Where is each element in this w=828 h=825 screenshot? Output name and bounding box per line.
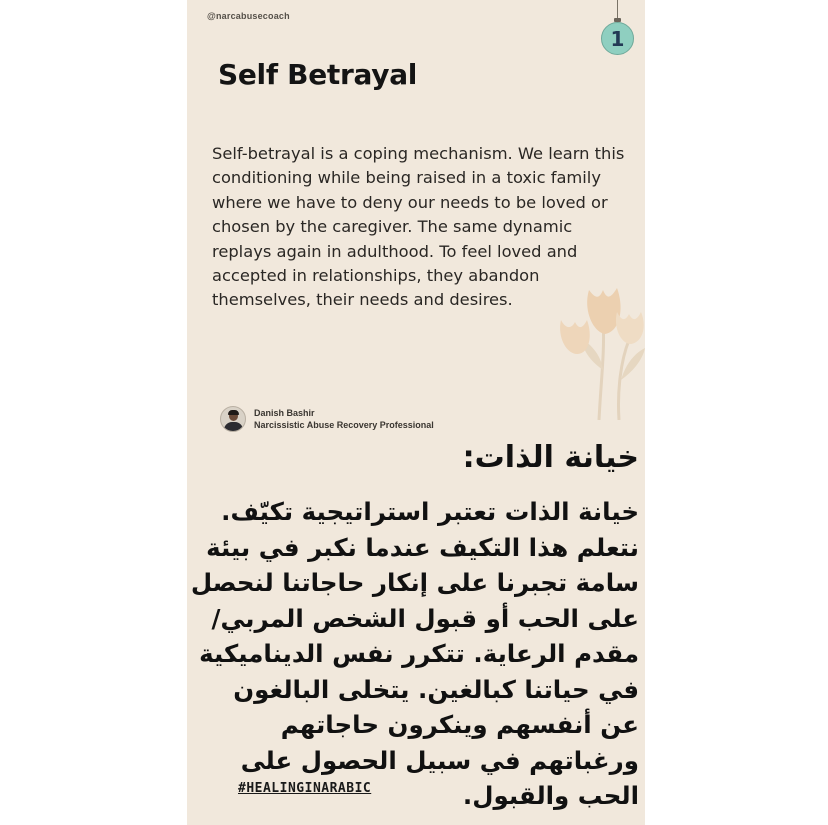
account-handle: @narcabusecoach: [207, 11, 290, 21]
author-role: Narcissistic Abuse Recovery Professional: [254, 420, 434, 430]
hashtag: #HEALINGINARABIC: [238, 781, 372, 796]
author-avatar: [220, 406, 246, 432]
english-body-text: Self-betrayal is a coping mechanism. We learn this conditioning while being raised in a toxic family where we have to deny our needs to be loved or chosen by the caregiver. The same dynamic replays again in adulthood. To feel loved and accepted in relationships, they abandon themselves, their needs and desires.: [212, 144, 625, 310]
slide-number: 1: [610, 26, 625, 51]
ornament-number-badge: [601, 22, 634, 55]
author-credit: [220, 406, 434, 432]
arabic-title: خيانة الذات:: [462, 440, 639, 475]
author-info: [254, 407, 434, 431]
arabic-body-text: خيانة الذات تعتبر استراتيجية تكيّف. نتعلم هذا التكيف عندما نكبر في بيئة سامة تجبرنا على إنكار حاجاتنا لنحصل على الحب أو قبول الشخص المربي/مقدم الرعاية. تتكرر نفس الديناميكية في حياتنا كبالغين. يتخلى البالغون عن أنفسهم وينكرون حاجاتهم ورغباتهم في سبيل الحصول على الحب والقبول.: [190, 497, 639, 810]
post-title: Self Betrayal: [218, 58, 418, 91]
ornament-string: [617, 0, 618, 20]
author-name: Danish Bashir: [254, 408, 315, 418]
